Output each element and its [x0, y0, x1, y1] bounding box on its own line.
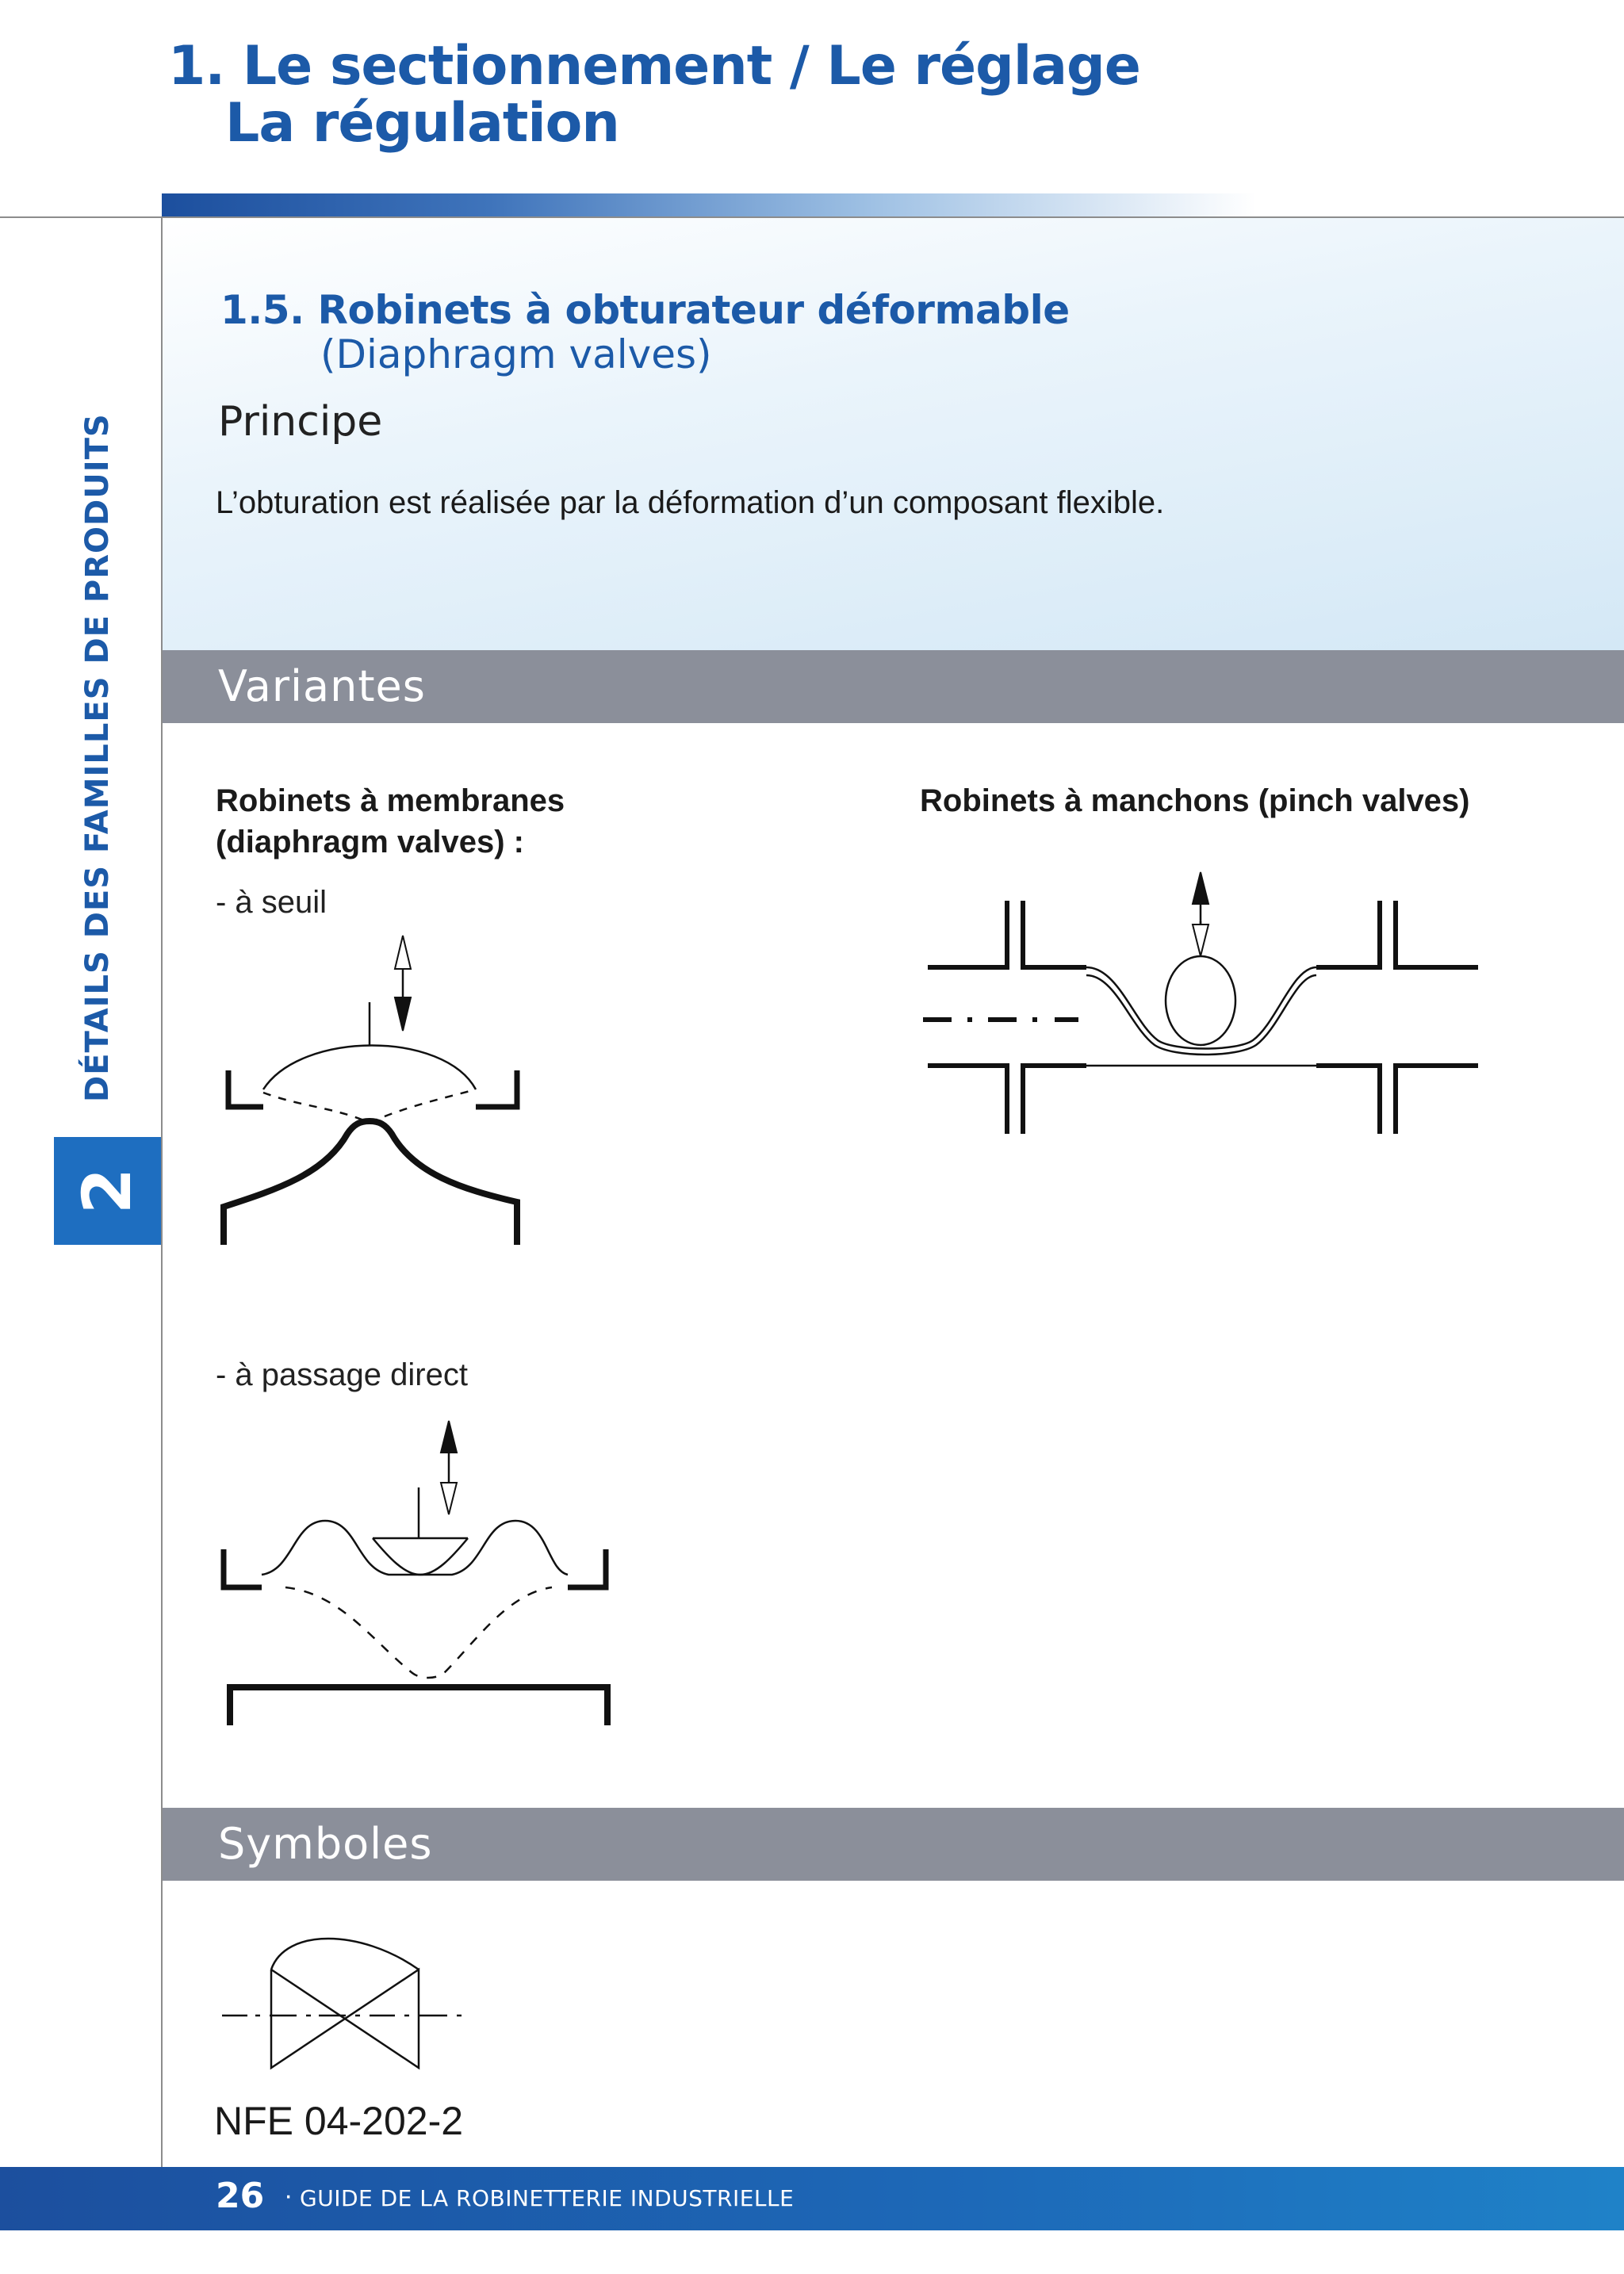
symboles-title: Symboles: [218, 1819, 433, 1869]
seuil-valve-diagram: [206, 920, 539, 1269]
chapter-number: 2: [68, 1167, 147, 1215]
variantes-title: Variantes: [218, 661, 426, 711]
chapter-tab: [54, 1137, 161, 1245]
page-title: [168, 35, 1140, 155]
variantes-band: [163, 650, 1624, 723]
page-title-line-2: La régulation: [225, 92, 619, 155]
section-heading: 1.5. Robinets à obturateur déformable: [220, 287, 1070, 333]
principe-text: L’obturation est réalisée par la déformation d’un composant flexible.: [216, 485, 1165, 520]
footer-separator: ·: [284, 2180, 293, 2211]
passage-direct-valve-diagram: [206, 1411, 619, 1744]
manchons-title: Robinets à manchons (pinch valves): [920, 783, 1470, 818]
page-title-line-1: 1. Le sectionnement / Le réglage: [168, 35, 1140, 98]
section-subheading: (Diaphragm valves): [320, 331, 712, 377]
symbol-standard: NFE 04-202-2: [214, 2099, 464, 2143]
side-tab-label: DÉTAILS DES FAMILLES DE PRODUITS: [79, 413, 116, 1102]
symboles-band: [163, 1808, 1624, 1881]
principe-title: Principe: [218, 398, 383, 446]
membranes-title-line-2: (diaphragm valves) :: [216, 825, 525, 859]
seuil-label: - à seuil: [216, 885, 327, 920]
passage-direct-label: - à passage direct: [216, 1357, 468, 1392]
diaphragm-valve-symbol: [214, 1919, 484, 2077]
pinch-valve-diagram: [920, 864, 1491, 1150]
footer-page-number: 26: [216, 2176, 265, 2216]
membranes-title-line-1: Robinets à membranes: [216, 783, 565, 818]
header-gradient-bar: [162, 193, 1256, 217]
footer-guide-title: GUIDE DE LA ROBINETTERIE INDUSTRIELLE: [300, 2185, 795, 2211]
